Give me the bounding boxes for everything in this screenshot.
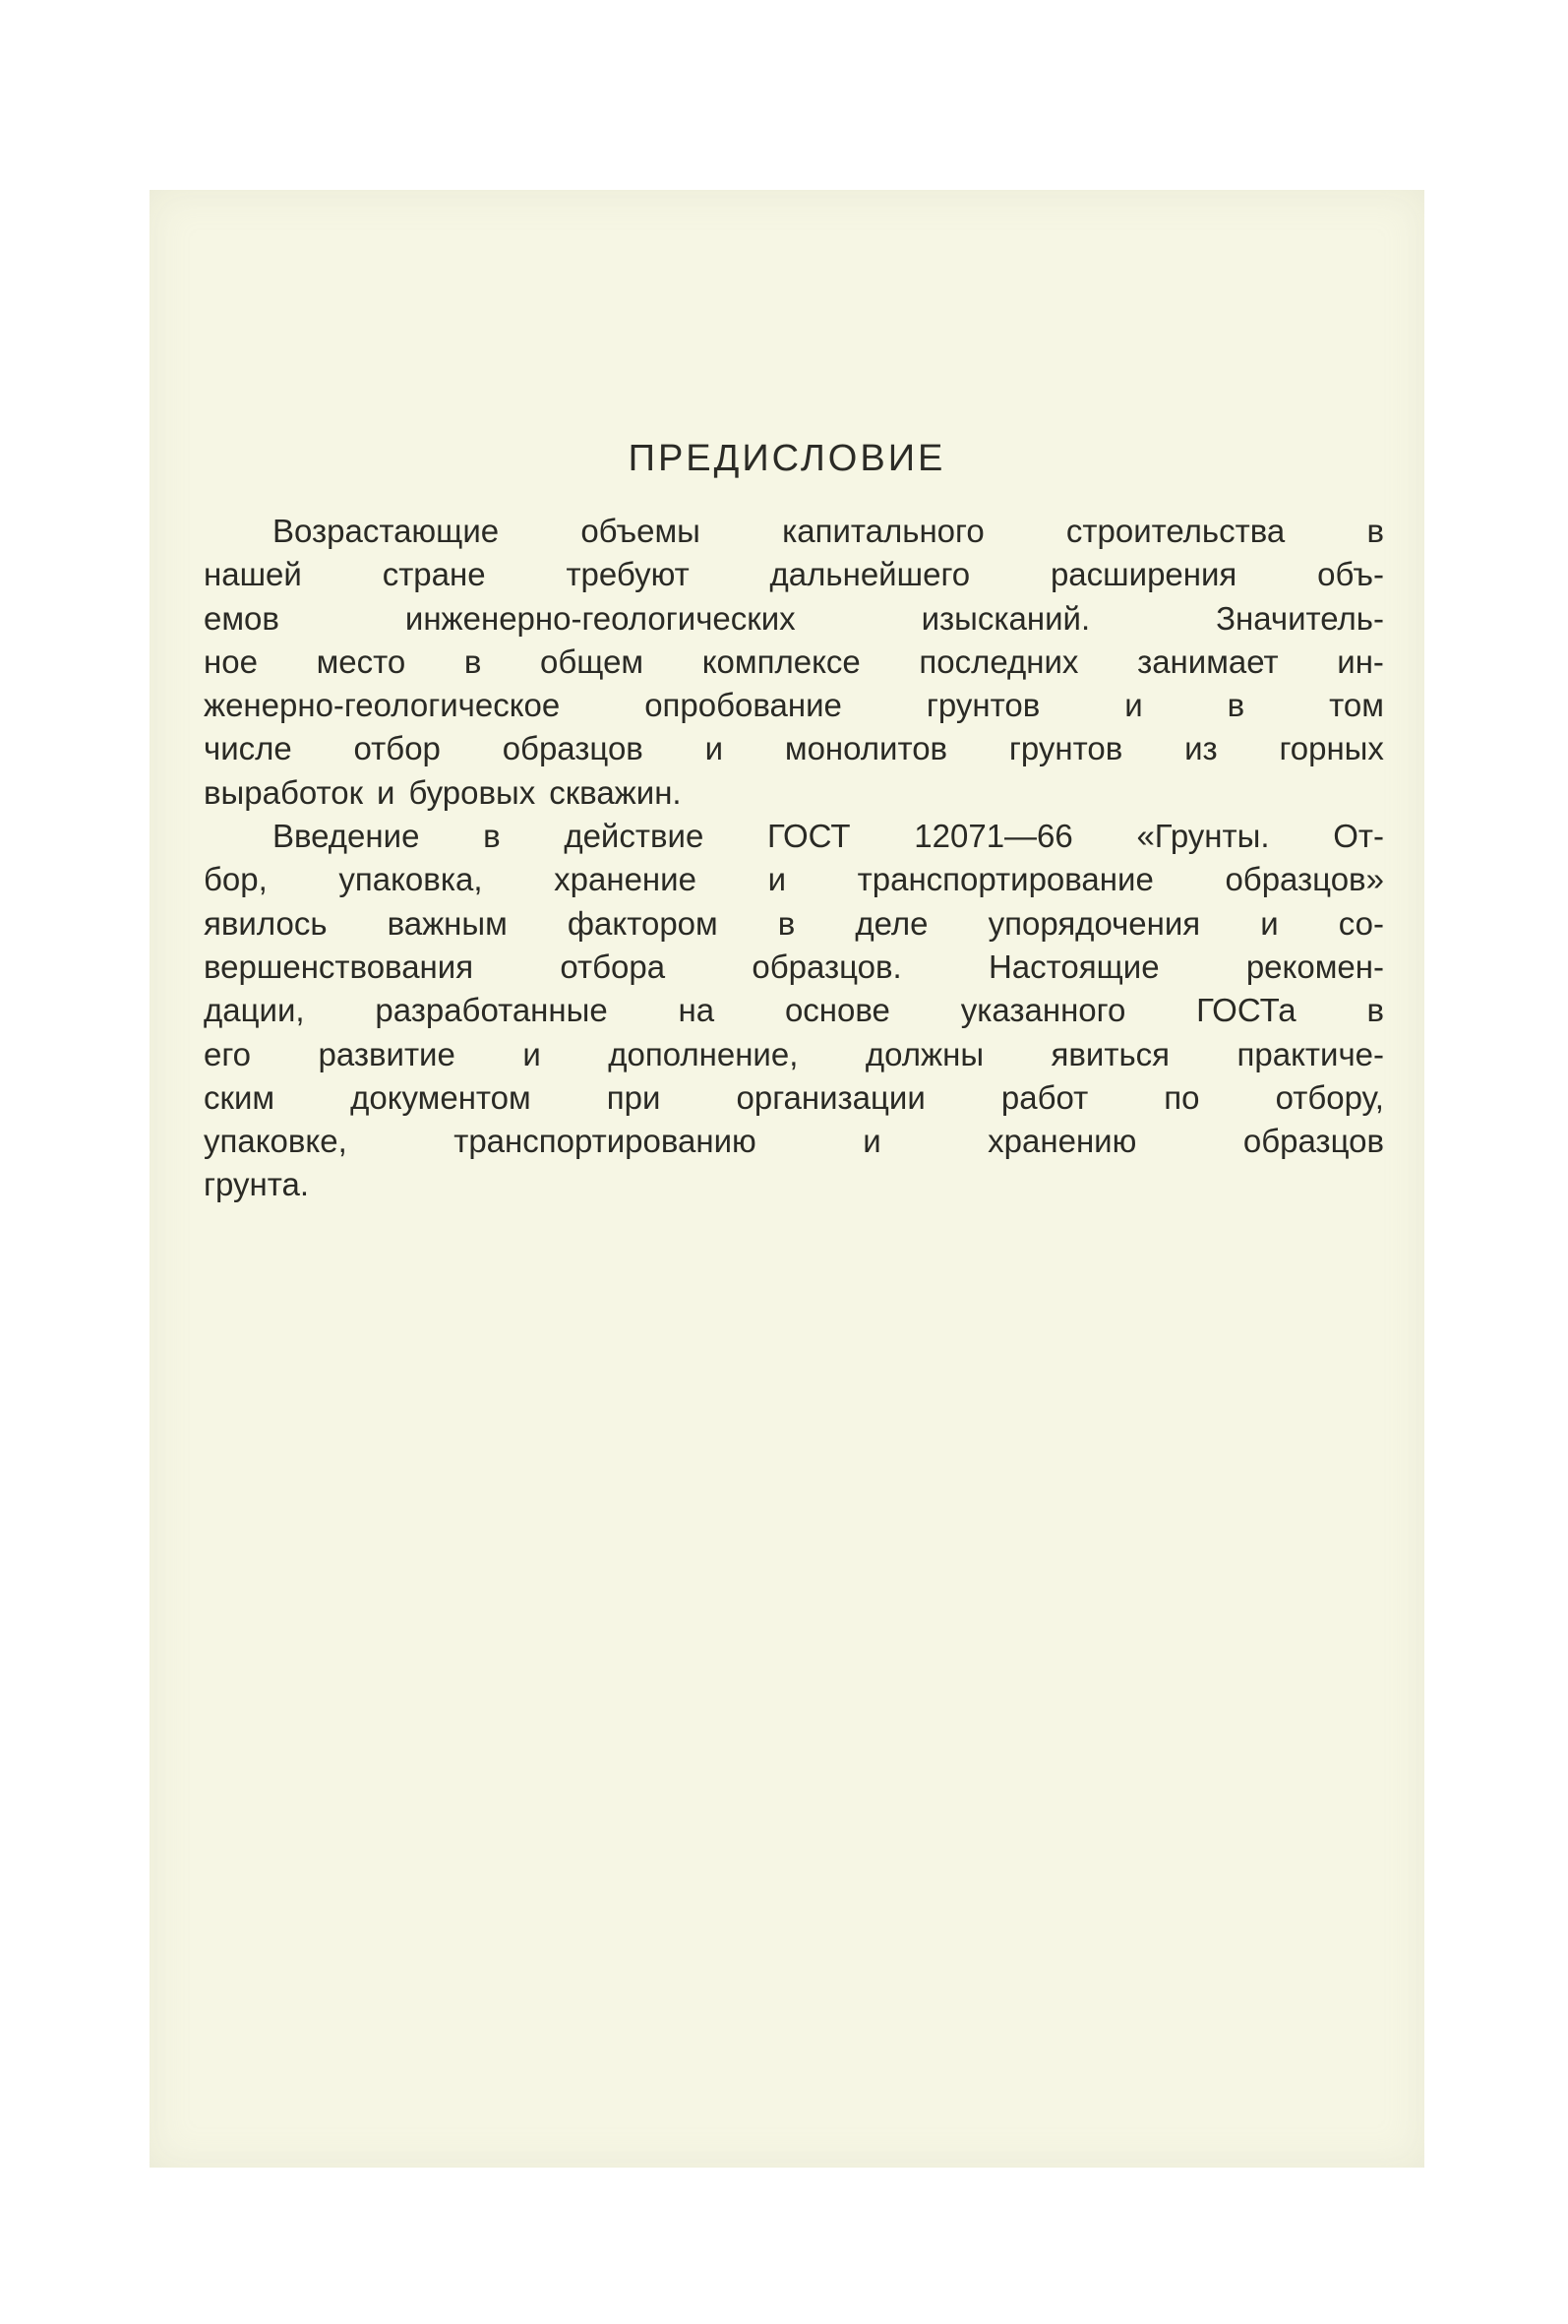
word: женерно-геологическое	[204, 687, 561, 724]
body-text	[204, 510, 1384, 1207]
word: упаковка,	[338, 861, 483, 898]
word: и	[1260, 904, 1279, 942]
text-line	[204, 1076, 1384, 1120]
word: и	[1124, 687, 1143, 724]
text-line	[204, 1033, 1384, 1076]
word: и	[863, 1123, 881, 1160]
word: ГОСТа	[1196, 992, 1297, 1029]
text-line	[204, 989, 1384, 1032]
word: числе	[204, 730, 292, 767]
word: строительства	[1065, 513, 1286, 549]
word: и	[522, 1035, 541, 1072]
word: расширения	[1050, 556, 1237, 593]
word: «Грунты.	[1136, 818, 1270, 855]
text-line	[204, 727, 1384, 770]
word: ским	[204, 1078, 275, 1116]
page-title: ПРЕДИСЛОВИЕ	[628, 438, 946, 479]
word: явиться	[1051, 1035, 1171, 1072]
word: место	[316, 642, 406, 680]
word: на	[678, 992, 715, 1029]
word: капитального	[782, 513, 985, 549]
word: документом	[350, 1078, 531, 1116]
word: горных	[1279, 730, 1384, 767]
word: том	[1329, 687, 1384, 724]
text-line	[204, 1163, 1384, 1206]
word: скважин.	[549, 773, 682, 811]
word: указанного	[960, 992, 1126, 1029]
word: транспортирование	[857, 861, 1154, 898]
word: организации	[736, 1078, 926, 1116]
word: ное	[204, 642, 258, 680]
word: опробование	[644, 687, 842, 724]
word: бор,	[204, 861, 268, 898]
word: важным	[387, 904, 508, 942]
word: последних	[919, 642, 1079, 680]
word: его	[204, 1035, 252, 1072]
text-line	[204, 553, 1384, 596]
word: из	[1184, 730, 1218, 767]
word: практиче-	[1236, 1035, 1384, 1072]
text-line	[204, 597, 1384, 641]
text-line	[204, 641, 1384, 684]
word: фактором	[567, 904, 718, 942]
text-line	[204, 902, 1384, 946]
word: объемы	[580, 513, 700, 549]
word: объ-	[1317, 556, 1384, 593]
word: работ	[1000, 1078, 1089, 1116]
word: должны	[865, 1035, 985, 1072]
word: в	[777, 904, 796, 942]
word: Введение	[272, 818, 420, 855]
word: развитие	[318, 1035, 455, 1072]
word: 12071—66	[914, 818, 1073, 855]
word: отбора	[560, 948, 666, 985]
word: хранению	[988, 1123, 1137, 1160]
word: хранение	[554, 861, 696, 898]
word: в	[483, 818, 501, 855]
word: явилось	[204, 904, 328, 942]
word: действие	[564, 818, 704, 855]
text-line	[204, 946, 1384, 989]
word: упаковке,	[204, 1123, 347, 1160]
word: вершенствования	[204, 948, 474, 985]
word: ГОСТ	[767, 818, 851, 855]
word: и	[704, 730, 724, 767]
word: буровых	[408, 773, 536, 811]
word: грунтов	[926, 687, 1041, 724]
word: транспортированию	[453, 1123, 756, 1160]
word: дальнейшего	[769, 556, 971, 593]
word: и	[377, 773, 395, 811]
word: образцов	[1242, 1123, 1384, 1160]
word: в	[463, 642, 482, 680]
word: при	[606, 1078, 661, 1116]
word: в	[1366, 513, 1384, 549]
word: грунтов	[1008, 730, 1123, 767]
word: разработанные	[375, 992, 608, 1029]
text-line	[204, 1120, 1384, 1163]
word: комплексе	[701, 642, 861, 680]
word: отбор	[353, 730, 441, 767]
word: От-	[1333, 818, 1384, 855]
word: образцов.	[752, 948, 902, 985]
word: стране	[382, 556, 486, 593]
word: изысканий.	[921, 599, 1091, 637]
word: со-	[1338, 904, 1384, 942]
word: дополнение,	[608, 1035, 799, 1072]
text-line	[204, 771, 1384, 815]
word: упорядочения	[988, 904, 1201, 942]
word: рекомен-	[1245, 948, 1384, 985]
word: инженерно-геологических	[404, 599, 796, 637]
word: образцов	[502, 730, 643, 767]
text-line	[204, 815, 1384, 858]
word: основе	[784, 992, 890, 1029]
word: деле	[855, 904, 929, 942]
word: нашей	[204, 556, 302, 593]
word: Возрастающие	[272, 513, 500, 549]
word: занимает	[1137, 642, 1279, 680]
word: общем	[540, 642, 644, 680]
text-line	[204, 684, 1384, 727]
word: и	[767, 861, 786, 898]
word: Настоящие	[988, 948, 1160, 985]
word: емов	[204, 599, 279, 637]
word: образцов»	[1225, 861, 1384, 898]
word: в	[1227, 687, 1245, 724]
word: требуют	[566, 556, 690, 593]
word: грунта.	[204, 1166, 310, 1203]
word: дации,	[204, 992, 305, 1029]
word: отбору,	[1275, 1078, 1384, 1116]
word: ин-	[1337, 642, 1384, 680]
text-line	[204, 510, 1384, 553]
text-line	[204, 858, 1384, 901]
word: Значитель-	[1216, 599, 1384, 637]
word: монолитов	[784, 730, 948, 767]
word: в	[1366, 992, 1384, 1029]
word: выработок	[204, 773, 364, 811]
page-sheet	[150, 190, 1424, 2168]
word: по	[1164, 1078, 1200, 1116]
